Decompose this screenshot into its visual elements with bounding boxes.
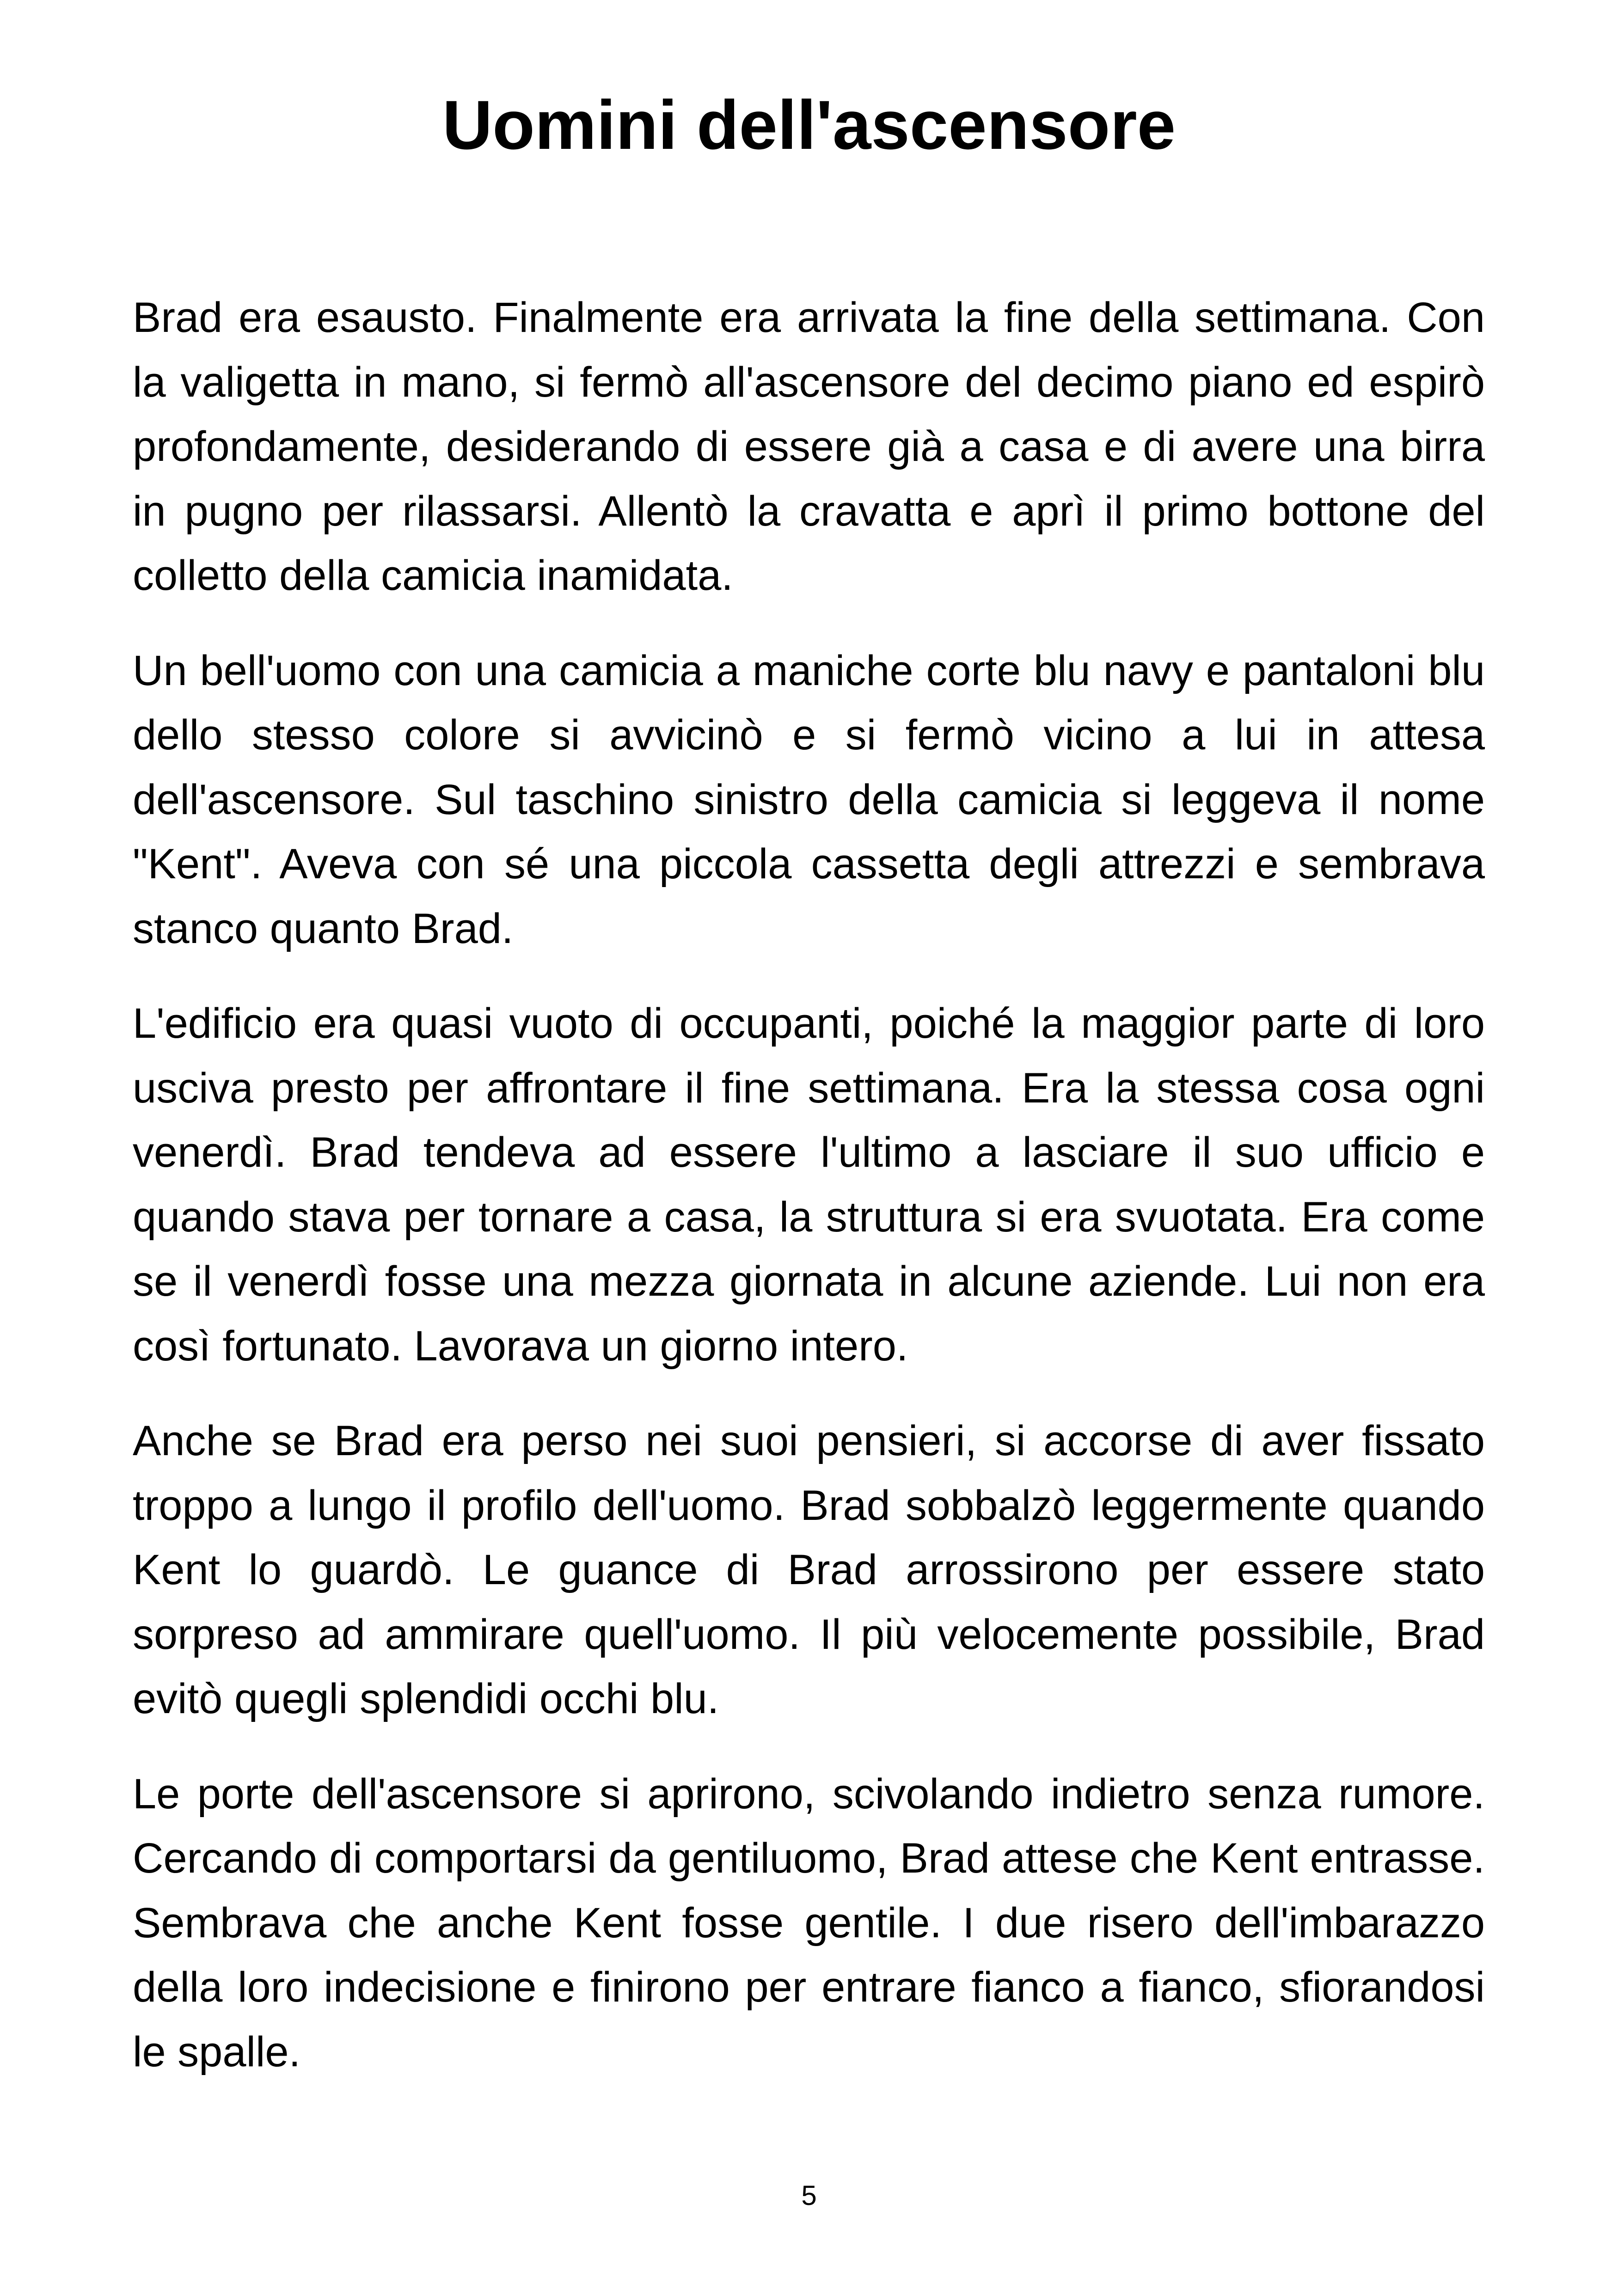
paragraph-3: L'edificio era quasi vuoto di occupanti, poiché la maggior parte di loro usciva presto per affrontare il fine settimana. Era la stessa cosa ogni venerdì. Brad tendeva ad essere l'ultimo a lasciare il suo ufficio e quando stava per tornare a casa, la struttura si era svuotata. Era come se il venerdì fosse una mezza giornata in alcune aziende. Lui non era così fortunato. Lavorava un giorno intero.	[133, 1000, 1485, 1370]
paragraph-5: Le porte dell'ascensore si aprirono, scivolando indietro senza rumore. Cercando di comportarsi da gentiluomo, Brad attese che Kent entrasse. Sembrava che anche Kent fosse gentile. I due risero dell'imbarazzo della loro indecisione e finirono per entrare fianco a fianco, sfiorandosi le spalle.	[133, 1770, 1485, 2076]
paragraph-4: Anche se Brad era perso nei suoi pensieri, si accorse di aver fissato troppo a lungo il profilo dell'uomo. Brad sobbalzò leggermente quando Kent lo guardò. Le guance di Brad arrossirono per essere stato sorpreso ad ammirare quell'uomo. Il più velocemente possibile, Brad evitò quegli splendidi occhi blu.	[133, 1417, 1485, 1722]
paragraph-2: Un bell'uomo con una camicia a maniche corte blu navy e pantaloni blu dello stesso colore si avvicinò e si fermò vicino a lui in attesa dell'ascensore. Sul taschino sinistro della camicia si leggeva il nome "Kent". Aveva con sé una piccola cassetta degli attrezzi e sembrava stanco quanto Brad.	[133, 647, 1485, 952]
paragraph-1: Brad era esausto. Finalmente era arrivata la fine della settimana. Con la valigetta in mano, si fermò all'ascensore del decimo piano ed espirò profondamente, desiderando di essere già a casa e di avere una birra in pugno per rilassarsi. Allentò la cravatta e aprì il primo bottone del colletto della camicia inamidata.	[133, 294, 1485, 599]
page-number: 5	[801, 2180, 817, 2211]
chapter-title: Uomini dell'ascensore	[442, 86, 1176, 164]
chapter-body	[133, 286, 1485, 2115]
